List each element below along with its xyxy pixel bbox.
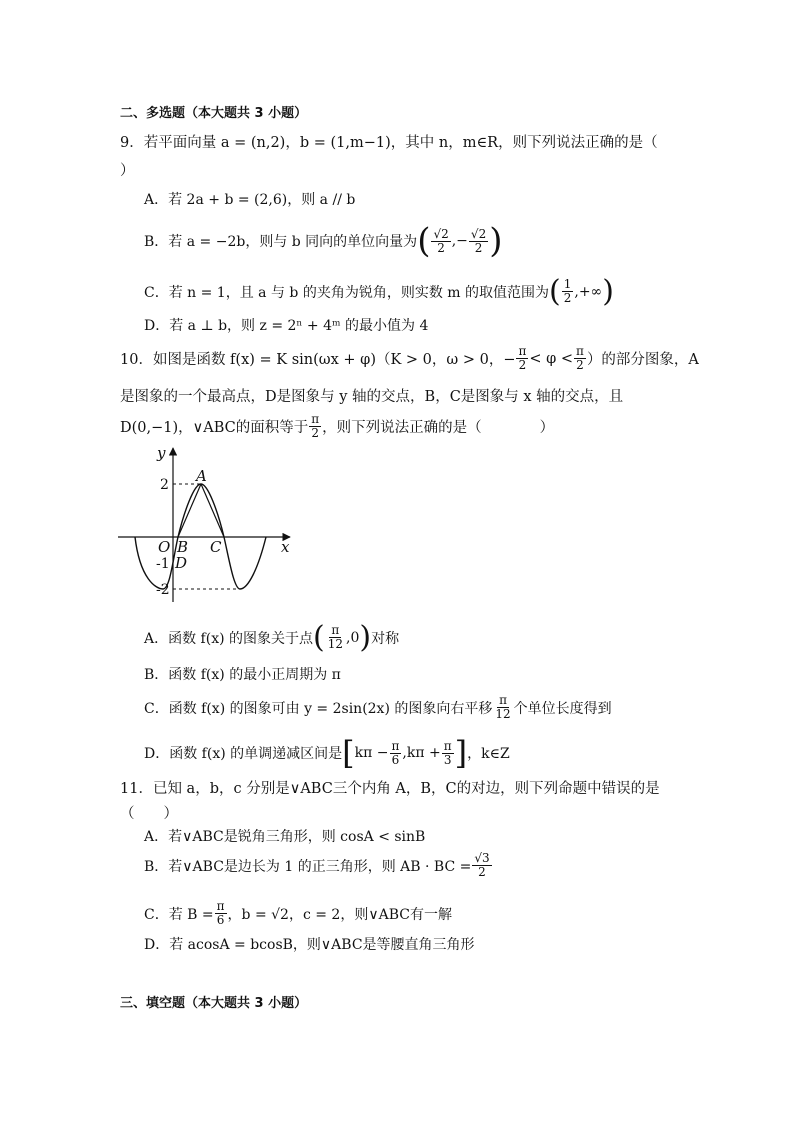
- q11-c-frac: [215, 900, 227, 927]
- question-10-stem-line3: [120, 413, 554, 440]
- question-11-stem: 11．已知 a，b，c 分别是∨ABC三个内角 A，B，C的对边，则下列命题中错误的是: [120, 781, 660, 797]
- frac-num: π: [391, 738, 400, 753]
- sine-graph: [118, 444, 298, 604]
- frac-num: √2: [433, 226, 449, 241]
- q10-frac-pi-2-a: [516, 345, 528, 372]
- graph-tick-minus1: -1: [156, 556, 170, 572]
- frac-num: √2: [470, 226, 487, 241]
- question-10-option-c: [144, 694, 612, 721]
- graph-tick-minus2: -2: [156, 582, 170, 598]
- q11-b-text: B．若∨ABC是边长为 1 的正三角形，则 AB · BC =: [144, 858, 472, 875]
- frac-den: 2: [311, 426, 320, 440]
- q10-d-frac2: [442, 740, 454, 767]
- frac-den: 6: [391, 752, 400, 767]
- q9-b-comma: ,−: [451, 233, 468, 249]
- frac-num: π: [499, 693, 507, 707]
- q9-c-tail: ,+∞: [574, 283, 603, 300]
- frac-den: 6: [216, 913, 225, 927]
- q10-a-text: A．函数 f(x) 的图象关于点: [144, 630, 314, 647]
- q10-a-tail: ,0: [346, 629, 360, 646]
- graph-tick-2: 2: [160, 477, 169, 493]
- question-11-option-c: [144, 900, 452, 927]
- graph-label-d: D: [175, 554, 188, 572]
- q9-c-paren-right: ): [602, 274, 614, 309]
- question-9-option-d: D．若 a ⊥ b，则 z = 2ⁿ + 4ᵐ 的最小值为 4: [144, 318, 429, 334]
- question-11-stem-close: （ ）: [120, 806, 178, 822]
- question-9-option-a: A．若 2a + b = (2,6)，则 a // b: [144, 192, 356, 208]
- q9-c-paren-left: (: [549, 274, 561, 309]
- q11-c-post: ，b = √2，c = 2，则∨ABC有一解: [227, 906, 452, 923]
- frac-den: 2: [478, 865, 486, 879]
- question-10-option-b: B．函数 f(x) 的最小正周期为 π: [144, 667, 341, 683]
- frac-num: π: [576, 344, 584, 358]
- q10-a-paren-left: (: [313, 620, 325, 655]
- q9-b-frac2: [469, 228, 488, 255]
- q10-d-a: kπ −: [354, 745, 389, 761]
- question-10-stem-line2: 是图象的一个最高点，D是图象与 y 轴的交点，B，C是图象与 x 轴的交点，且: [120, 389, 624, 405]
- q9-b-paren-right: ): [489, 221, 503, 261]
- q10-d-b: ,kπ +: [402, 745, 441, 761]
- q10-c-post: 个单位长度得到: [513, 700, 612, 717]
- question-11-option-a: A．若∨ABC是锐角三角形，则 cosA < sinB: [144, 829, 426, 845]
- frac-den: 2: [518, 358, 527, 372]
- frac-num: π: [331, 623, 340, 637]
- q10-d-post: ，k∈Z: [467, 746, 510, 762]
- q11-c-text: C．若 B =: [144, 906, 214, 923]
- q9-b-frac1: [431, 228, 450, 255]
- frac-den: 3: [443, 752, 452, 767]
- frac-num: π: [311, 412, 320, 426]
- frac-num: π: [518, 344, 527, 358]
- q11-b-frac: [472, 852, 491, 879]
- section-title-multiple-choice: 二、多选题（本大题共 3 小题）: [120, 106, 308, 121]
- q9-b-text: B．若 a = −2b，则与 b 同向的单位向量为: [144, 234, 418, 250]
- q10-l3-b: ，则下列说法正确的是（ ）: [322, 420, 555, 436]
- q10-d-frac1: [390, 740, 402, 767]
- q10-d-bracket-right: ]: [454, 734, 468, 772]
- q10-d-bracket-left: [: [342, 734, 355, 772]
- question-9-option-b: [144, 221, 502, 261]
- frac-num: 1: [563, 277, 572, 291]
- q10-c-text: C．函数 f(x) 的图象可由 y = 2sin(2x) 的图象向右平移: [144, 700, 493, 717]
- frac-num: π: [216, 899, 225, 913]
- triangle-side-ac: [201, 484, 224, 537]
- question-10-stem-line1: [120, 345, 699, 372]
- q10-l1-c: ）的部分图象，A: [586, 352, 699, 368]
- question-10-option-a: [144, 620, 399, 655]
- graph-label-c: C: [210, 538, 222, 556]
- q10-l1-a: 10．如图是函数 f(x) = K sin(ωx + φ)（K > 0，ω > 0，−: [120, 352, 516, 368]
- q10-c-frac: [493, 694, 512, 721]
- q10-a-post: 对称: [371, 630, 400, 647]
- frac-num: √3: [474, 851, 490, 865]
- question-9-option-c: [144, 274, 614, 309]
- q10-frac-area: [309, 413, 321, 440]
- graph-label-a: A: [196, 467, 207, 485]
- frac-den: 12: [495, 707, 511, 721]
- q9-c-frac: [562, 278, 574, 305]
- frac-den: 2: [474, 240, 483, 255]
- frac-den: 2: [563, 291, 572, 305]
- section-title-fill-in: 三、填空题（本大题共 3 小题）: [120, 996, 308, 1011]
- q10-a-frac: [326, 624, 345, 651]
- question-9-stem-close: ）: [120, 163, 135, 179]
- graph-label-y: y: [157, 444, 166, 462]
- frac-den: 2: [437, 240, 445, 255]
- question-11-option-d: D．若 acosA = bcosB，则∨ABC是等腰直角三角形: [144, 937, 475, 953]
- q10-l3-a: D(0,−1)，∨ABC的面积等于: [120, 420, 309, 436]
- question-11-option-b: [144, 852, 493, 879]
- graph-label-b: B: [177, 538, 189, 556]
- frac-den: 12: [327, 637, 344, 651]
- question-9-stem: 9．若平面向量 a = (n,2)，b = (1,m−1)，其中 n，m∈R，则下列说法正确的是（: [120, 135, 658, 151]
- frac-num: π: [443, 738, 452, 753]
- q10-frac-pi-2-b: [574, 345, 586, 372]
- frac-den: 2: [576, 358, 584, 372]
- q9-b-paren-left: (: [417, 221, 431, 261]
- graph-label-x: x: [281, 538, 290, 556]
- triangle-side-ab: [178, 484, 201, 537]
- q10-d-text: D．函数 f(x) 的单调递减区间是: [144, 746, 343, 762]
- question-10-option-d: [144, 734, 510, 772]
- q10-a-paren-right: ): [359, 620, 372, 655]
- q9-c-text: C．若 n = 1，且 a 与 b 的夹角为锐角，则实数 m 的取值范围为: [144, 284, 550, 301]
- graph-label-o: O: [158, 538, 171, 556]
- q10-l1-b: < φ <: [529, 350, 574, 367]
